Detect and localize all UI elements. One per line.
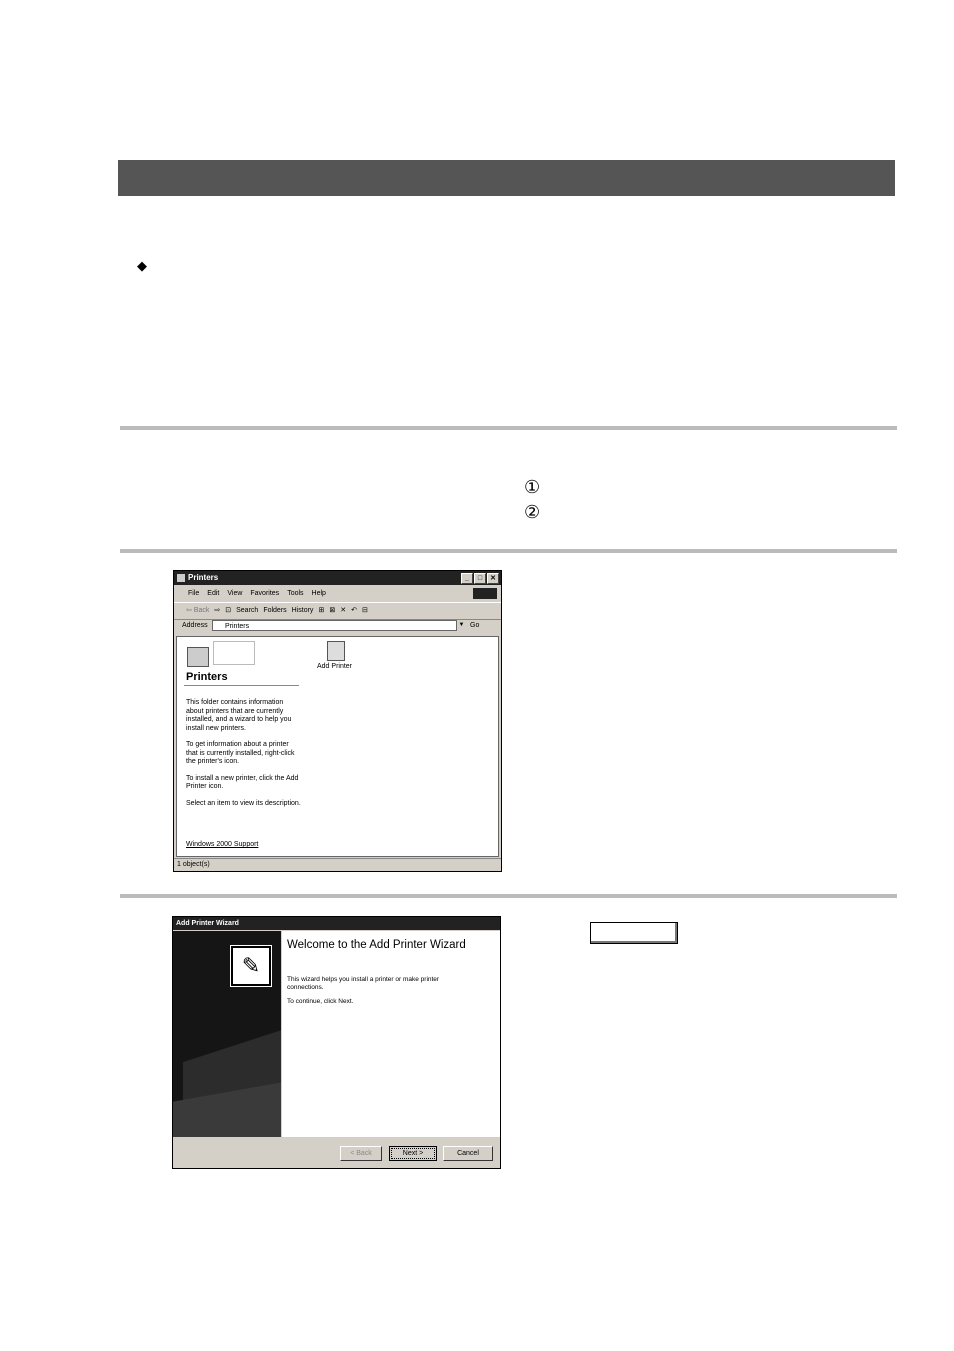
bullet-diamond: ◆ [137,258,147,273]
panel-title: Printers [186,671,228,683]
maximize-button[interactable]: □ [474,573,486,584]
address-field[interactable]: Printers [212,620,464,631]
menu-tools[interactable]: Tools [287,590,304,597]
folder-content [176,636,499,857]
add-printer-icon[interactable] [327,641,345,661]
panel-description [186,699,301,816]
views-icon[interactable]: ⊟ [361,607,368,614]
button-illustration [590,922,678,944]
address-label: Address [182,622,208,629]
step-marker-1: ① [524,477,541,497]
status-bar: 1 object(s) [174,858,501,871]
panel-paragraph: This folder contains information about printers that are currently installed, and a wizard to help you install new printers. [186,699,292,732]
copy-to-icon[interactable]: ⊠ [329,607,336,614]
step-marker-2: ② [524,502,541,522]
menu-bar [174,586,501,601]
menu-favorites[interactable]: Favorites [250,590,280,597]
wizard-title: Add Printer Wizard [173,917,500,930]
wizard-content [282,931,500,1137]
divider-rule [120,549,897,553]
support-link[interactable]: Windows 2000 Support [186,841,259,848]
window-title: Printers [188,573,219,582]
divider-rule [120,894,897,898]
panel-divider [184,685,299,686]
windows-logo-icon [473,588,497,599]
window-titlebar [174,571,501,585]
cancel-button[interactable]: Cancel [443,1146,493,1161]
delete-icon[interactable]: ✕ [340,607,347,614]
go-button[interactable]: Go [470,622,480,629]
panel-paragraph: To get information about a printer that is currently installed, right-click the printer's icon. [186,741,295,765]
back-button[interactable]: ⇦ Back [186,607,210,614]
close-button[interactable]: ✕ [487,573,499,584]
toolbar [174,602,501,620]
forward-button[interactable]: ⇨ [214,607,221,614]
undo-icon[interactable]: ↶ [351,607,357,614]
divider-rule [120,426,897,430]
printer-folder-icon [187,647,209,667]
add-printer-wizard [172,916,501,1169]
minimize-button[interactable]: _ [461,573,473,584]
folders-button[interactable]: Folders [263,607,287,614]
decorative-frame [213,641,255,665]
panel-paragraph: Select an item to view its description. [186,799,301,807]
history-button[interactable]: History [291,607,314,614]
printer-wizard-icon: ✎ [231,946,271,986]
up-folder-icon[interactable]: ⊡ [225,607,232,614]
address-bar [174,619,501,633]
menu-edit[interactable]: Edit [207,590,220,597]
wizard-heading: Welcome to the Add Printer Wizard [287,939,466,951]
chevron-down-icon[interactable]: ▼ [456,620,466,631]
next-button[interactable]: Next > [389,1146,437,1161]
add-printer-label[interactable]: Add Printer [317,663,353,670]
move-to-icon[interactable]: ⊞ [318,607,325,614]
search-button[interactable]: Search [236,607,259,614]
panel-paragraph: To install a new printer, click the Add Printer icon. [186,774,299,790]
menu-help[interactable]: Help [311,590,326,597]
section-header-bar [118,160,895,196]
menu-file[interactable]: File [188,590,200,597]
back-button[interactable]: < Back [340,1146,382,1161]
menu-view[interactable]: View [227,590,243,597]
wizard-continue-text: To continue, click Next. [287,998,354,1005]
wizard-side-graphic [173,931,281,1137]
printers-window [173,570,502,872]
printers-folder-icon [177,574,185,582]
wizard-description: This wizard helps you install a printer or make printer connections. [287,976,440,991]
